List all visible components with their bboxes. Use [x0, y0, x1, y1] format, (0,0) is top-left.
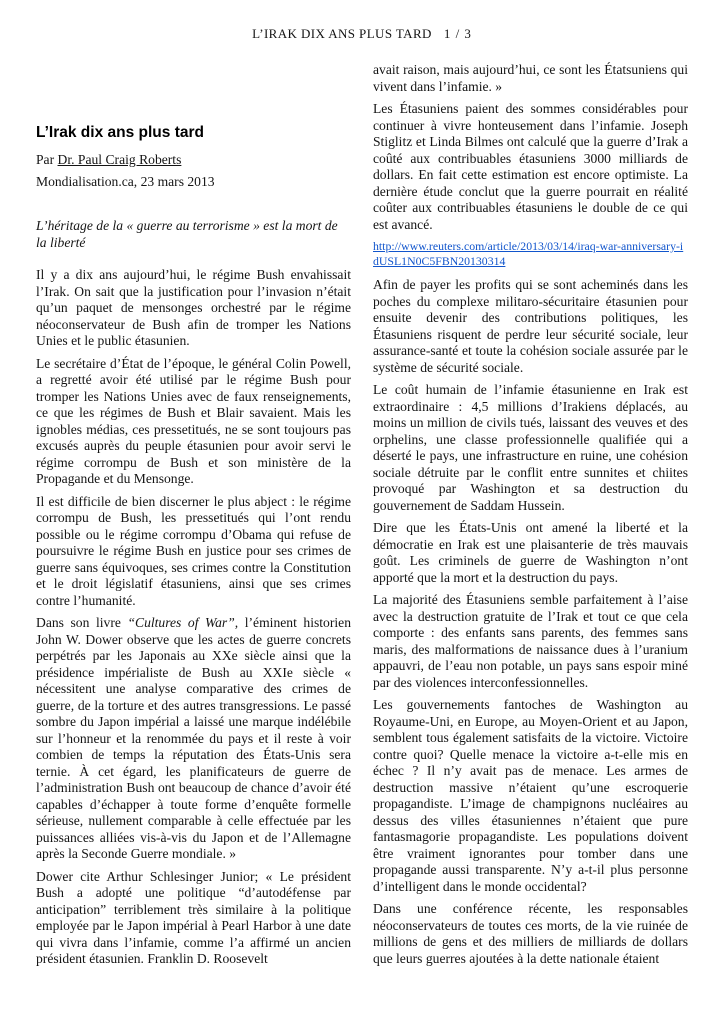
byline-prefix: Par: [36, 152, 58, 167]
paragraph: [36, 615, 351, 863]
paragraph: Les gouvernements fantoches de Washington au Royaume-Uni, en Europe, au Moyen-Orient et au Japon, semblent tous également satisfaits de la victoire. Victoire contre quoi? Quelle menace la victoire a-t-elle mis en échec ? Il n’y avait pas de menace. Les armes de destruction massive n’étaient qu’une escroquerie propagandiste. L’image de champignons nucléaires au dessus des villes étasuniennes n’étaient que pure fantasmagorie propagandiste. Les populations doivent être vraiment ignorantes pour tomber dans une propagande aussi transparente. N’y a-t-il plus personne d’intelligent dans le monde occidental?: [373, 697, 688, 894]
page-number: 1 / 3: [443, 26, 472, 41]
article-head: [36, 124, 351, 251]
paragraph: La majorité des Étasuniens semble parfaitement à l’aise avec la destruction gratuite de l’Irak et tout ce que cela comporte : des enfants sans parents, des femmes sans maris, des malformations de naissance dues à l’uranium appauvri, de l’eau non potable, un pays sans espoir miné par des violences interconfessionnelles.: [373, 592, 688, 690]
paragraph: Dans une conférence récente, les responsables néoconservateurs de toutes ces morts, de la vie ruinée de millions de gens et des milliers de milliards de dollars que leurs guerres ajoutées à la dette nationale étaient: [373, 901, 688, 966]
right-column: [373, 62, 688, 974]
source-line: Mondialisation.ca, 23 mars 2013: [36, 174, 215, 189]
left-column: [36, 62, 351, 974]
article-subtitle: L’héritage de la « guerre au terrorisme » est la mort de la liberté: [36, 218, 338, 250]
paragraph: avait raison, mais aujourd’hui, ce sont les Étatsuniens qui vivent dans l’infamie. »: [373, 62, 688, 94]
paragraph-text: l’éminent historien John W. Dower observe que les actes de guerre concrets perpétrés par les Japonais au XXe siècle ainsi que la présidence impérialiste de Bush au XXIe siècle « nécessitent une analyse comparative des crimes de guerre, de la torture et des autres transgressions. Le passé sombre du Japon impérial a laissé une marque indélébile sur l’honneur et la renommée du pays et il reste à voir combien de temps la réputation des États-Unis sera ternie. À cet égard, les planificateurs de guerre de l’administration Bush ont beaucoup de chance d’avoir été capables d’échapper à toute forme d’enquête formelle sérieuse, nullement comparable à celle effectuée par les puissances alliées vis-à-vis du Japon et de l’Allemagne après la Seconde Guerre mondiale. »: [36, 615, 351, 861]
paragraph: Le secrétaire d’État de l’époque, le général Colin Powell, a regretté avoir été utilisé par le régime Bush pour tromper les Nations Unies avec de faux renseignements, ce que les régimes de Bush et Blair savaient. Mais les ignobles médias, ces pressetitués, ne se sont toujours pas excusés auprès du peuple étasunien pour avoir servi le régime corrompu de Bush et son ministère de la Propagande et du Mensonge.: [36, 355, 351, 486]
paragraph: Dower cite Arthur Schlesinger Junior; « Le président Bush a adopté une politique “d’autodéfense par anticipation” terriblement très similaire à la politique employée par le Japon impérial à Pearl Harbor à une date qui vivra dans l’infamie, comme l’a affirmé un ancien président étasunien. Franklin D. Roosevelt: [36, 868, 351, 966]
running-title: L’IRAK DIX ANS PLUS TARD: [252, 26, 432, 41]
link-line: [373, 239, 688, 269]
page-header: [36, 26, 688, 42]
two-column-body: [36, 62, 688, 974]
paragraph: Il est difficile de bien discerner le plus abject : le régime corrompu de Bush, les pressetitués qui l’ont rendu possible ou le régime corrompu d’Obama qui refuse de poursuivre le régime Bush en justice pour ses crimes de guerre sans équivoques, ses crimes contre la Constitution et le droit législatif étasuniens, ainsi que ses crimes contre l’humanité.: [36, 493, 351, 608]
author-link[interactable]: Dr. Paul Craig Roberts: [57, 152, 182, 167]
reuters-link[interactable]: http://www.reuters.com/article/2013/03/14/iraq-war-anniversary-idUSL1N0C5FBN20130314: [373, 239, 684, 268]
paragraph-text: Dans son livre: [36, 615, 128, 630]
article-title: L’Irak dix ans plus tard: [36, 124, 204, 141]
paragraph: Le coût humain de l’infamie étasunienne en Irak est extraordinaire : 4,5 millions d’Irakiens déplacés, au moins un million de civils tués, laissant des veuves et des orphelins, une classe professionnelle qualifiée qui a déserté le pays, une infrastructure en ruine, une cohésion sociale détruite par le conflit entre sunnites et chiites provoqué par Washington et sa destruction du gouvernement de Saddam Hussein.: [373, 382, 688, 513]
paragraph: Afin de payer les profits qui se sont acheminés dans les poches du complexe militaro-sécuritaire étasunien pour ensuite devenir des contributions politiques, les Étasuniens risquent de perdre leur sécurité sociale, leur assurance-santé et toute la cohésion sociale assurée par le système de sécurité sociale.: [373, 277, 688, 375]
paragraph: Les Étasuniens paient des sommes considérables pour continuer à vivre honteusement dans l’infamie. Joseph Stiglitz et Linda Bilmes ont calculé que la guerre d’Irak a coûté aux contribuables étasuniens 3000 milliards de dollars. En fait cette estimation est encore optimiste. La dernière étude conclut que la guerre pourrait en réalité coûter aux contribuables étasuniens le double de ce qui est avancé.: [373, 101, 688, 232]
paragraph: Il y a dix ans aujourd’hui, le régime Bush envahissait l’Irak. On sait que la justification pour l’invasion n’était qu’un paquet de mensonges orchestré par le régime néoconservateur de Bush afin de tromper les Nations Unies et le public étasunien.: [36, 267, 351, 348]
byline: [36, 152, 351, 168]
paragraph: Dire que les États-Unis ont amené la liberté et la démocratie en Irak est une plaisanterie de très mauvais goût. Les criminels de guerre de Washington n’ont apporté que la mort et la destruction du pays.: [373, 520, 688, 585]
book-title: “Cultures of War”,: [127, 615, 239, 630]
